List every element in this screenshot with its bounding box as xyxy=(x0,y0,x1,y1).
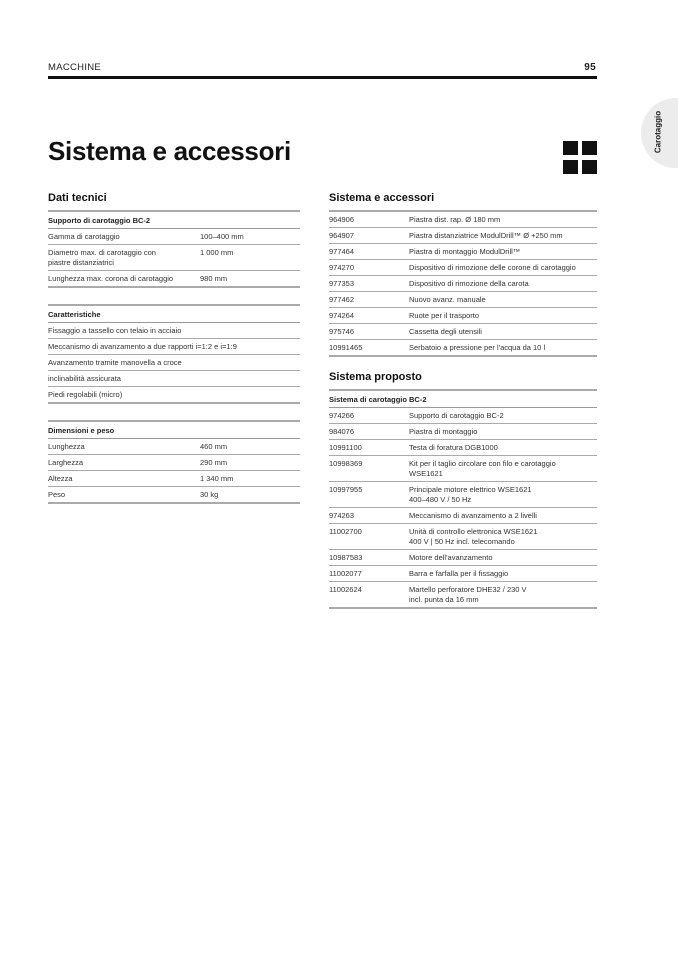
spec-label: Fissaggio a tassello con telaio in acciaio xyxy=(48,326,182,335)
table-row xyxy=(48,387,300,402)
article-description: Piastra di montaggio xyxy=(409,427,478,436)
article-table xyxy=(329,210,597,357)
article-description: Testa di foratura DGB1000 xyxy=(409,443,498,452)
table-row xyxy=(48,487,300,502)
table-row xyxy=(48,229,300,245)
table-row xyxy=(329,482,597,508)
article-description: Principale motore elettrico WSE1621 400–480 V / 50 Hz xyxy=(409,485,532,504)
article-table xyxy=(329,389,597,609)
spec-label: Gamma di carotaggio xyxy=(48,232,120,241)
table-row xyxy=(48,371,300,387)
article-number: 975746 xyxy=(329,327,355,336)
spec-value: 30 kg xyxy=(200,490,219,499)
spec-table xyxy=(48,210,300,288)
table-row xyxy=(329,308,597,324)
spec-label: Lunghezza xyxy=(48,442,85,451)
spec-label: Meccanismo di avanzamento a due rapporti i=1:2 e i=1:9 xyxy=(48,342,237,351)
article-number: 974270 xyxy=(329,263,355,272)
spec-value: 1 340 mm xyxy=(200,474,234,483)
table-title: Sistema di carotaggio BC-2 xyxy=(329,391,597,408)
table-row xyxy=(329,324,597,340)
article-number: 974266 xyxy=(329,411,355,420)
article-description: Ruote per il trasporto xyxy=(409,311,480,320)
spec-label: Larghezza xyxy=(48,458,84,467)
spec-value: 1 000 mm xyxy=(200,248,234,257)
article-description: Cassetta degli utensili xyxy=(409,327,482,336)
spec-label: Avanzamento tramite manovella a croce xyxy=(48,358,182,367)
page-number: 95 xyxy=(584,62,596,73)
table-row xyxy=(48,455,300,471)
article-description: Serbatoio a pressione per l'acqua da 10 l xyxy=(409,343,546,352)
spacer xyxy=(48,404,300,420)
table-row xyxy=(329,228,597,244)
table-row xyxy=(48,355,300,371)
spec-value: 290 mm xyxy=(200,458,228,467)
article-number: 964907 xyxy=(329,231,355,240)
article-description: Piastra distanziatrice ModulDrill™ Ø +250 mm xyxy=(409,231,563,240)
article-description: Unità di controllo elettronica WSE1621 400 V | 50 Hz incl. telecomando xyxy=(409,527,538,546)
article-description: Barra e farfalla per il fissaggio xyxy=(409,569,509,578)
article-number: 10997955 xyxy=(329,485,363,494)
spec-value: 980 mm xyxy=(200,274,228,283)
article-number: 977462 xyxy=(329,295,355,304)
article-number: 11002077 xyxy=(329,569,362,578)
article-number: 10998369 xyxy=(329,459,363,468)
table-row xyxy=(48,271,300,286)
article-number: 10987583 xyxy=(329,553,363,562)
section-label: MACCHINE xyxy=(48,62,102,73)
article-number: 10991465 xyxy=(329,343,363,352)
side-tab-carotaggio[interactable] xyxy=(641,98,678,168)
table-row xyxy=(48,471,300,487)
spec-label: Piedi regolabili (micro) xyxy=(48,390,123,399)
table-row xyxy=(329,292,597,308)
table-row xyxy=(329,340,597,355)
article-description: Nuovo avanz. manuale xyxy=(409,295,486,304)
spec-value: 460 mm xyxy=(200,442,228,451)
table-row xyxy=(329,244,597,260)
table-row xyxy=(329,424,597,440)
accessories-column xyxy=(329,192,597,609)
article-description: Supporto di carotaggio BC-2 xyxy=(409,411,504,420)
article-number: 11002700 xyxy=(329,527,362,536)
side-tab-label: Carotaggio xyxy=(653,110,663,154)
table-row xyxy=(329,524,597,550)
article-description: Meccanismo di avanzamento a 2 livelli xyxy=(409,511,537,520)
spec-label: Peso xyxy=(48,490,66,499)
spec-label: Altezza xyxy=(48,474,73,483)
table-row xyxy=(329,456,597,482)
spec-table xyxy=(48,420,300,504)
article-number: 10991100 xyxy=(329,443,362,452)
article-number: 977353 xyxy=(329,279,355,288)
article-number: 984076 xyxy=(329,427,355,436)
table-title: Dimensioni e peso xyxy=(48,422,300,439)
spec-label: inclinabilità assicurata xyxy=(48,374,121,383)
article-description: Piastra di montaggio ModulDrill™ xyxy=(409,247,521,256)
proposed-system-heading: Sistema proposto xyxy=(329,371,422,383)
spacer xyxy=(329,357,597,371)
header-rule xyxy=(48,76,597,79)
table-row xyxy=(329,582,597,607)
article-description: Martello perforatore DHE32 / 230 V incl. punta da 16 mm xyxy=(409,585,527,604)
table-row xyxy=(329,212,597,228)
table-row xyxy=(329,408,597,424)
table-row xyxy=(329,276,597,292)
table-row xyxy=(48,439,300,455)
article-description: Dispositivo di rimozione della carota xyxy=(409,279,529,288)
article-number: 974263 xyxy=(329,511,355,520)
table-row xyxy=(329,566,597,582)
table-row xyxy=(329,550,597,566)
table-row xyxy=(48,245,300,271)
technical-data-column xyxy=(48,192,300,504)
table-title: Supporto di carotaggio BC-2 xyxy=(48,212,300,229)
accessories-heading: Sistema e accessori xyxy=(329,192,435,204)
spec-label: Lunghezza max. corona di carotaggio xyxy=(48,274,174,283)
table-row xyxy=(329,508,597,524)
article-number: 11002624 xyxy=(329,585,362,594)
article-description: Piastra dist. rap. Ø 180 mm xyxy=(409,215,501,224)
spec-table xyxy=(48,304,300,404)
table-row xyxy=(329,260,597,276)
article-description: Dispositivo di rimozione delle corone di carotaggio xyxy=(409,263,576,272)
table-row xyxy=(48,323,300,339)
table-row xyxy=(329,440,597,456)
spec-label: Diametro max. di carotaggio con piastre distanziatrici xyxy=(48,248,156,267)
spacer xyxy=(48,288,300,304)
table-row xyxy=(48,339,300,355)
page-title: Sistema e accessori xyxy=(48,136,291,166)
article-number: 977464 xyxy=(329,247,355,256)
table-title: Caratteristiche xyxy=(48,306,300,323)
technical-data-heading: Dati tecnici xyxy=(48,192,107,204)
grid-icon xyxy=(563,141,597,174)
article-number: 964906 xyxy=(329,215,355,224)
spec-value: 100–400 mm xyxy=(200,232,244,241)
article-description: Kit per il taglio circolare con filo e carotaggio WSE1621 xyxy=(409,459,556,478)
article-number: 974264 xyxy=(329,311,355,320)
article-description: Motore dell'avanzamento xyxy=(409,553,493,562)
